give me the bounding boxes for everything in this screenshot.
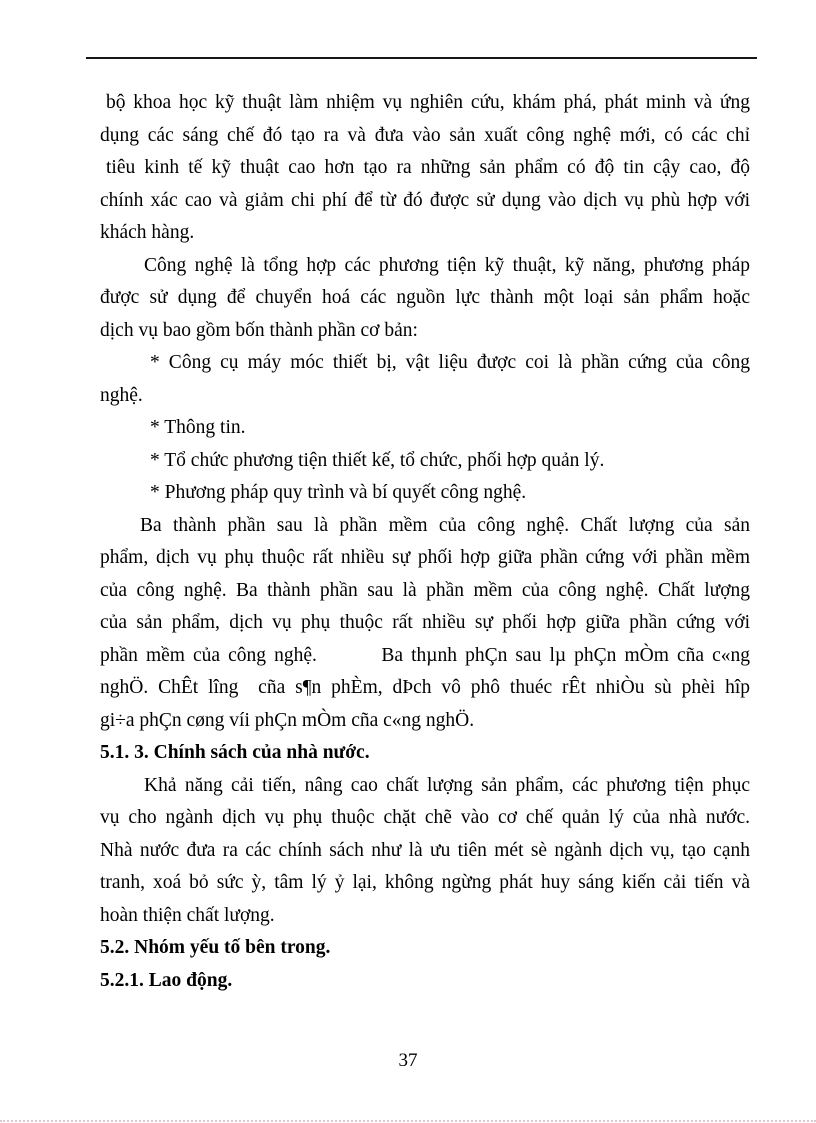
text-line: Công nghệ là tổng hợp các phương tiện kỹ thuật, kỹ năng, phương pháp	[144, 254, 750, 276]
text-line: Ba thành phần sau là phần mềm của công nghệ. Chất lượng của sản	[140, 514, 750, 536]
text-line: nghệ.	[100, 384, 143, 406]
section-heading: 5.1. 3. Chính sách của nhà nước.	[100, 742, 370, 763]
section-heading: 5.2.1. Lao động.	[100, 969, 233, 991]
text-line: * Thông tin.	[150, 417, 246, 438]
text-line: khách hàng.	[100, 222, 195, 243]
text-line: hoàn thiện chất lượng.	[100, 904, 275, 926]
text-line: Nhà nước đưa ra các chính sách như là ưu tiên mét sè ngành dịch vụ, tạo cạnh	[100, 839, 750, 861]
text-line: của sản phẩm, dịch vụ phụ thuộc rất nhiều sự phối hợp giữa phần cứng với	[100, 612, 750, 633]
text-line: phần mềm của công nghệ. Ba thµnh phÇn sau lµ phÇn mÒm cña c«ng	[100, 644, 750, 666]
text-line: * Tổ chức phương tiện thiết kế, tổ chức, phối hợp quản lý.	[150, 449, 605, 471]
text-line: * Phương pháp quy trình và bí quyết công nghệ.	[150, 482, 527, 503]
text-line: phẩm, dịch vụ phụ thuộc rất nhiều sự phối hợp giữa phần cứng với phần mềm	[100, 547, 750, 568]
text-line: được sử dụng để chuyển hoá các nguồn lực thành một loại sản phẩm hoặc	[100, 287, 750, 308]
text-line: gi÷a phÇn cøng víi phÇn mÒm cña c«ng nghÖ.	[100, 709, 475, 731]
header-rule	[86, 57, 757, 59]
document-body	[100, 87, 750, 997]
text-line: của công nghệ. Ba thành phần sau là phần mềm của công nghệ. Chất lượng	[100, 579, 750, 601]
text-line: dịch vụ bao gồm bốn thành phần cơ bản:	[100, 319, 418, 341]
text-line: bộ khoa học kỹ thuật làm nhiệm vụ nghiên cứu, khám phá, phát minh và ứng	[106, 92, 750, 113]
page-bottom-dotted-divider	[0, 1120, 816, 1122]
text-line: tranh, xoá bỏ sức ỳ, tâm lý ỷ lại, không ngừng phát huy sáng kiến cải tiến và	[100, 872, 750, 893]
text-line: * Công cụ máy móc thiết bị, vật liệu được coi là phần cứng của công	[150, 352, 750, 373]
text-line: vụ cho ngành dịch vụ phụ thuộc chặt chẽ vào cơ chế quản lý của nhà nước.	[100, 807, 750, 828]
text-line: dụng các sáng chế đó tạo ra và đưa vào sản xuất công nghệ mới, có các chỉ	[100, 124, 750, 146]
text-line: Khả năng cải tiến, nâng cao chất lượng sản phẩm, các phương tiện phục	[144, 774, 750, 796]
text-line: tiêu kinh tế kỹ thuật cao hơn tạo ra những sản phẩm có độ tin cậy cao, độ	[106, 157, 750, 178]
page-number: 37	[398, 1050, 418, 1071]
section-heading: 5.2. Nhóm yếu tố bên trong.	[100, 937, 331, 958]
text-line: chính xác cao và giảm chi phí để từ đó được sử dụng vào dịch vụ phù hợp với	[100, 189, 750, 211]
text-line: nghÖ. ChÊt lîng cña s¶n phÈm, dÞch vô phô thuéc rÊt nhiÒu sù phèi hîp	[100, 677, 750, 698]
